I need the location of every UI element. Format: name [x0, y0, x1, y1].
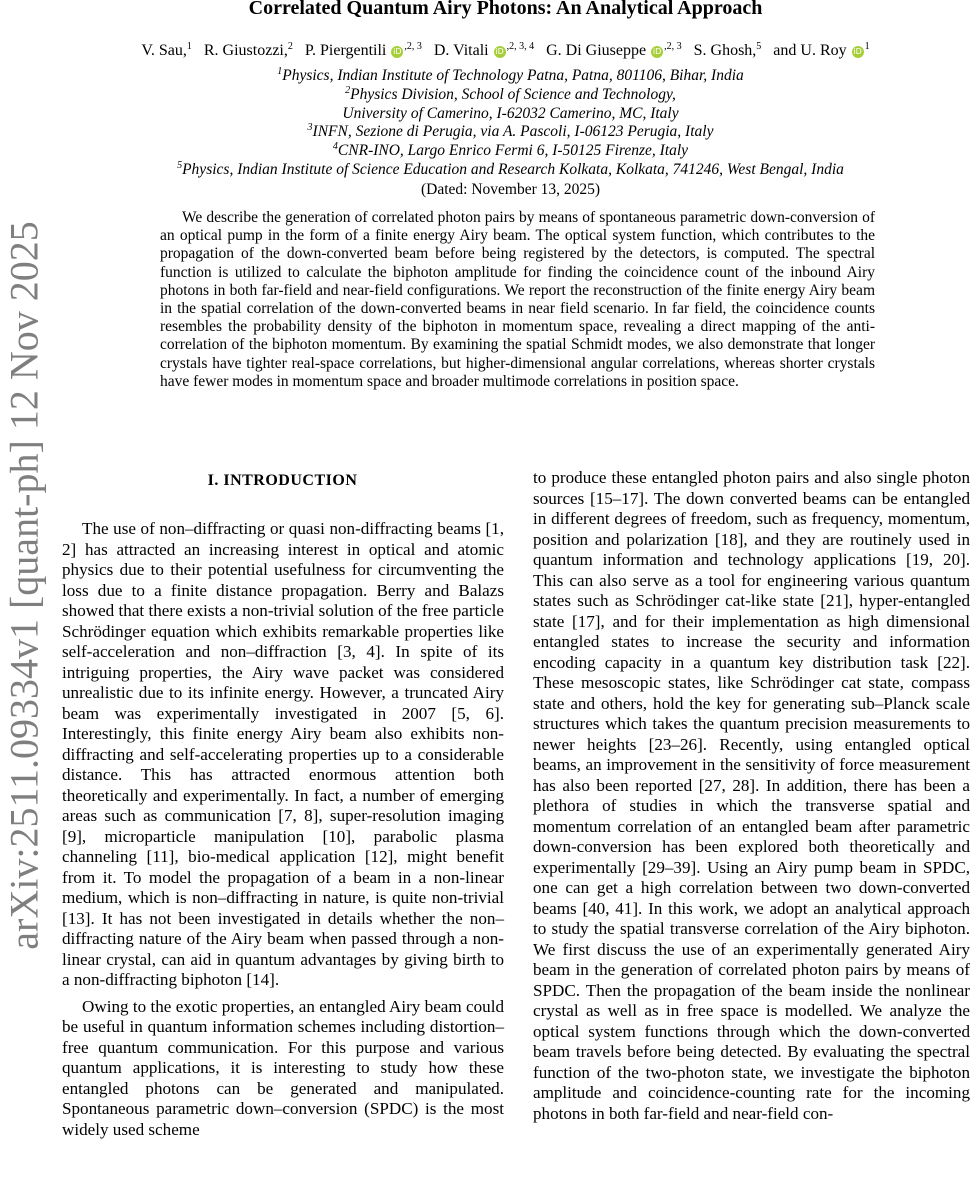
author-name: V. Sau, [141, 42, 187, 59]
paragraph: Owing to the exotic properties, an entangled Airy beam could be useful in quantum information schemes including distortion–free quantum communication. For this purpose and various quantum applications, it is interesting to study how these entangled photons can be generated and manipulated. Spontaneous parametric down–conversion (SPDC) is the most widely used scheme [62, 996, 504, 1139]
affiliation: $^1$Physics, Indian Institute of Technology Patna, Patna, 801106, Bihar, India [277, 66, 744, 84]
author-name: S. Ghosh, [693, 42, 757, 59]
author-affiliation-marker: 1 [186, 41, 192, 52]
orcid-icon[interactable]: iD [393, 47, 402, 56]
author [305, 42, 422, 59]
paper-title: Correlated Quantum Airy Photons: An Analytical Approach [248, 0, 763, 19]
affiliation: $^4$CNR-INO, Largo Enrico Fermi 6, I-50125 Firenze, Italy [332, 141, 689, 160]
arxiv-identifier-text: arXiv:2511.09334v1 [quant-ph] 12 Nov 2025 [1, 220, 47, 950]
author [141, 42, 192, 59]
abstract: We describe the generation of correlated photon pairs by means of spontaneous parametric down-conversion of an optical pump in the form of a finite energy Airy beam. The optical system function, which contributes to the propagation of the down-converted beam before being registered by the detectors, is computed. The spectral function is utilized to calculate the biphoton amplitude for finding the coincidence count of the inbound Airy photons in both far-field and near-field configurations. We report the reconstruction of the finite energy Airy beam in the spatial correlation of the down-converted beams in near field scenario. In far field, the coincidence counts resembles the probability density of the biphoton in momentum space, revealing a direct mapping of the anti-correlation of the biphoton momentum. By examining the spatial Schmidt modes, we also demonstrate that longer crystals have tighter real-space correlations, but higher-dimensional angular correlations, whereas shorter crystals have fewer modes in momentum space and broader multimode correlations in position space. [160, 209, 875, 390]
author-name: G. Di Giuseppe [546, 42, 647, 59]
affiliation: University of Camerino, I-62032 Camerino, MC, Italy [342, 104, 679, 122]
date-line: (Dated: November 13, 2025) [420, 181, 601, 198]
paragraph: to produce these entangled photon pairs and also single photon sources [15–17]. The down converted beams can be entangled in different degrees of freedom, such as frequency, momentum, position and polarization [18], and they are routinely used in quantum information and technology applications [19, 20]. This can also serve as a tool for engineering various quantum states such as Schrödinger cat-like state [21], hyper-entangled state [17], and for their implementation as high dimensional entangled states to increase the security and information encoding capacity in a quantum key distribution task [22]. These mesoscopic states, like Schrödinger cat state, compass state and others, hold the key for generating sub–Planck scale structures which takes the quantum precision measurements to newer heights [23–26]. Recently, using entangled optical beams, an improvement in the sensitivity of force measurement has also been reported [27, 28]. In addition, there has been a plethora of studies in which the transverse spatial and momentum correlation of an entangled beam after parametric down-conversion has been explored both theoretically and experimentally [29–39]. Using an Airy pump beam in SPDC, one can get a high correlation between two down-converted beams [40, 41]. In this work, we adopt an analytical approach to study the spatial transverse correlation of the Airy biphoton. We first discuss the use of an experimentally generated Airy beam in the generation of correlated photon pairs by means of SPDC. Then the propagation of the beam inside the nonlinear crystal as well as in free space is modelled. We analyze the optical system functions through which the down-converted beam travels before being detected. By evaluating the spectral function of the two-photon state, we investigate the biphoton amplitude and coincidence-counting rate for the incoming photons in both far-field and near-field con- [533, 468, 970, 1123]
author [434, 42, 534, 59]
author-name: D. Vitali [433, 42, 489, 59]
author-affiliation-marker: 1 [864, 41, 870, 52]
author-name: R. Giustozzi, [203, 42, 288, 59]
orcid-icon[interactable]: iD [495, 47, 504, 56]
author [204, 42, 293, 59]
author-affiliation-marker: 5 [756, 41, 762, 52]
affiliation-list [90, 67, 931, 180]
affiliation: $^2$Physics Division, School of Science and Technology, [345, 84, 676, 103]
author-affiliation-marker: 2 [287, 41, 293, 52]
left-column [62, 519, 504, 1140]
author-affiliation-marker: ,2, 3 [404, 41, 422, 52]
orcid-icon[interactable]: iD [652, 47, 662, 56]
right-column [533, 468, 970, 1124]
section-heading: I. INTRODUCTION [207, 472, 358, 489]
author [546, 42, 681, 59]
author-name: and U. Roy [773, 42, 847, 59]
orcid-icon[interactable]: iD [853, 47, 862, 56]
paragraph: The use of non–diffracting or quasi non-diffracting beams [1, 2] has attracted an increasing interest in optical and atomic physics due to their potential usefulness for circumventing the loss due to a finite distance propagation. Berry and Balazs showed that there exists a non-trivial solution of the free particle Schrödinger equation which exhibits remarkable properties like self-acceleration and non–diffraction [3, 4]. In spite of its intriguing properties, the Airy wave packet was considered unrealistic due to its infinite energy. However, a truncated Airy beam was experimentally investigated in 2007 [5, 6]. Interestingly, this finite energy Airy beam also exhibits non-diffracting and self-accelerating properties up to a considerable distance. This has attracted enormous attention both theoretically and experimentally. In fact, a number of emerging areas such as communication [7, 8], super-resolution imaging [9], microparticle manipulation [10], parabolic plasma channeling [11], bio-medical application [12], might benefit from it. To model the propagation of a beam in a non-linear medium, which is non–diffracting in nature, is quite non-trivial [13]. It has not been investigated in details whether the non–diffracting nature of the Airy beam when passed through a non-linear crystal, can aid in quantum advantages by giving birth to a non-diffracting biphoton [14]. [62, 519, 504, 989]
author-name: P. Piergentili [304, 42, 387, 59]
author-list [60, 40, 951, 62]
author-affiliation-marker: ,2, 3, 4 [506, 41, 535, 52]
author [773, 42, 869, 59]
affiliation: $^5$Physics, Indian Institute of Science Education and Research Kolkata, Kolkata, 741246, West Bengal, India [177, 159, 844, 178]
author [694, 42, 762, 59]
arxiv-identifier-stamp [0, 220, 48, 950]
author-affiliation-marker: ,2, 3 [664, 41, 682, 52]
affiliation: $^3$INFN, Sezione di Perugia, via A. Pascoli, I-06123 Perugia, Italy [307, 122, 714, 141]
